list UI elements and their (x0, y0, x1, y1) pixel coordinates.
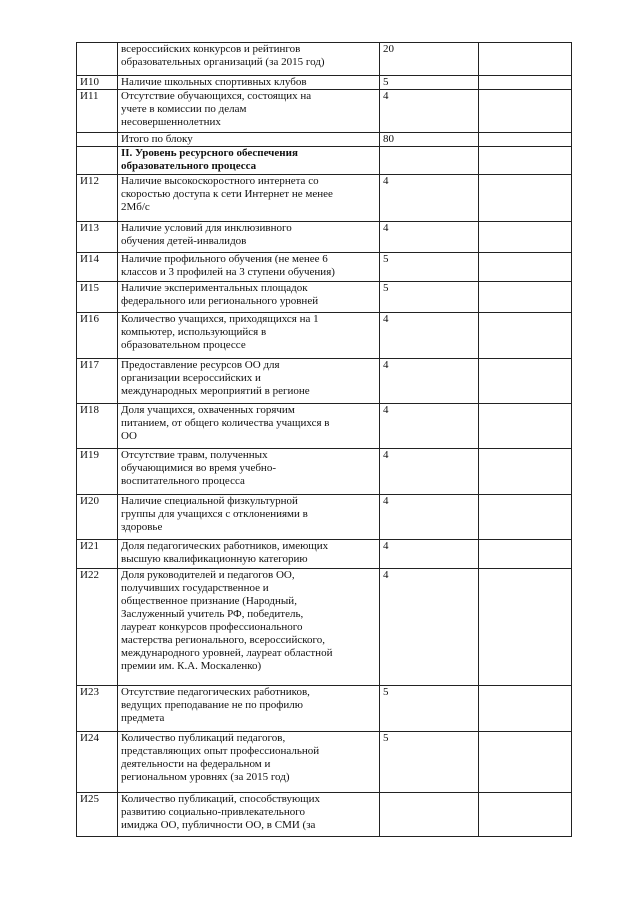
empty-cell (479, 253, 572, 282)
indicator-code-cell: И21 (77, 540, 118, 569)
table-row (77, 175, 572, 222)
max-score-cell: 4 (380, 222, 479, 253)
max-score-cell (380, 147, 479, 175)
empty-cell (479, 313, 572, 359)
empty-cell (479, 43, 572, 76)
empty-cell (479, 282, 572, 313)
indicator-code-cell: И24 (77, 732, 118, 793)
indicator-name-text: Отсутствие травм, полученных обучающимися во время учебно- воспитательного процесса (121, 449, 276, 487)
indicator-code-cell: И23 (77, 686, 118, 732)
indicator-name-cell (118, 359, 380, 404)
indicator-name-text: II. Уровень ресурсного обеспечения образовательного процесса (121, 147, 298, 172)
indicator-name-text: Количество публикаций, способствующих развитию социально-привлекательного имиджа ОО, публичности ОО, в СМИ (за (121, 793, 321, 831)
indicator-name-text: Наличие условий для инклюзивного обучения детей-инвалидов (121, 222, 292, 247)
indicator-name-text: Доля педагогических работников, имеющих высшую квалификационную категорию (121, 540, 329, 565)
indicator-code-cell: И10 (77, 76, 118, 90)
empty-cell (479, 732, 572, 793)
indicator-code-cell: И13 (77, 222, 118, 253)
empty-cell (479, 569, 572, 686)
table-row (77, 222, 572, 253)
max-score-cell: 4 (380, 359, 479, 404)
max-score-cell: 4 (380, 540, 479, 569)
indicator-name-cell (118, 313, 380, 359)
indicator-name-cell (118, 793, 380, 837)
table-row (77, 90, 572, 133)
indicator-name-cell (118, 569, 380, 686)
indicator-name-cell (118, 222, 380, 253)
table-row (77, 495, 572, 540)
table-row (77, 282, 572, 313)
empty-cell (479, 793, 572, 837)
max-score-cell: 4 (380, 569, 479, 686)
empty-cell (479, 540, 572, 569)
empty-cell (479, 133, 572, 147)
max-score-cell: 5 (380, 686, 479, 732)
indicator-name-cell (118, 404, 380, 449)
max-score-cell: 4 (380, 175, 479, 222)
empty-cell (479, 147, 572, 175)
empty-cell (479, 76, 572, 90)
table-row (77, 449, 572, 495)
table-row (77, 569, 572, 686)
table-row (77, 76, 572, 90)
max-score-cell: 20 (380, 43, 479, 76)
indicator-code-cell: И18 (77, 404, 118, 449)
empty-cell (479, 175, 572, 222)
indicator-name-cell (118, 90, 380, 133)
empty-cell (479, 359, 572, 404)
section-header-row (77, 147, 572, 175)
indicator-code-cell: И19 (77, 449, 118, 495)
indicator-code-cell: И25 (77, 793, 118, 837)
indicator-name-text: всероссийских конкурсов и рейтингов образовательных организаций (за 2015 год) (121, 43, 325, 68)
indicator-name-text: Количество учащихся, приходящихся на 1 компьютер, использующийся в образовательном процессе (121, 313, 319, 351)
table-row (77, 253, 572, 282)
max-score-cell: 80 (380, 133, 479, 147)
indicator-code-cell: И17 (77, 359, 118, 404)
indicator-code-cell: И20 (77, 495, 118, 540)
indicator-code-cell: И16 (77, 313, 118, 359)
indicator-name-text: Наличие школьных спортивных клубов (121, 76, 307, 88)
indicator-name-text: Отсутствие педагогических работников, ведущих преподавание не по профилю предмета (121, 686, 310, 724)
indicator-name-text: Доля руководителей и педагогов ОО, получивших государственное и общественное признание (Народный, Заслуженный учитель РФ, победитель, лауреат конкурсов профессионального мастерства регионального, всероссийского, международного уровней, лауреат областной премии им. К.А. Москаленко) (121, 569, 333, 672)
max-score-cell: 4 (380, 449, 479, 495)
indicator-name-text: Отсутствие обучающихся, состоящих на учете в комиссии по делам несовершеннолетних (121, 90, 312, 128)
indicator-name-text: Наличие экспериментальных площадок федерального или регионального уровней (121, 282, 319, 307)
criteria-table (76, 42, 572, 837)
indicator-name-cell (118, 147, 380, 175)
indicator-name-text: Наличие высокоскоростного интернета со скоростью доступа к сети Интернет не менее 2Мб/с (121, 175, 333, 213)
indicator-code-cell (77, 43, 118, 76)
indicator-name-cell (118, 43, 380, 76)
indicator-name-cell (118, 76, 380, 90)
max-score-cell (380, 793, 479, 837)
indicator-code-cell: И15 (77, 282, 118, 313)
table-row (77, 793, 572, 837)
indicator-name-cell (118, 282, 380, 313)
max-score-cell: 4 (380, 404, 479, 449)
table-row (77, 359, 572, 404)
table-row (77, 540, 572, 569)
table-row (77, 43, 572, 76)
indicator-name-cell (118, 449, 380, 495)
max-score-cell: 5 (380, 76, 479, 90)
table-row (77, 404, 572, 449)
criteria-table-body (77, 43, 572, 837)
indicator-name-text: Наличие специальной физкультурной группы для учащихся с отклонениями в здоровье (121, 495, 308, 533)
indicator-name-text: Доля учащихся, охваченных горячим питанием, от общего количества учащихся в ОО (121, 404, 330, 442)
indicator-name-cell (118, 732, 380, 793)
empty-cell (479, 495, 572, 540)
indicator-name-cell (118, 495, 380, 540)
indicator-name-cell (118, 253, 380, 282)
indicator-code-cell: И12 (77, 175, 118, 222)
indicator-name-cell (118, 133, 380, 147)
indicator-name-text: Количество публикаций педагогов, представляющих опыт профессиональной деятельности на федеральном и региональном уровнях (за 2015 год) (121, 732, 320, 783)
indicator-code-cell (77, 133, 118, 147)
indicator-code-cell: И14 (77, 253, 118, 282)
table-row (77, 686, 572, 732)
empty-cell (479, 90, 572, 133)
max-score-cell: 5 (380, 282, 479, 313)
empty-cell (479, 222, 572, 253)
indicator-code-cell: И11 (77, 90, 118, 133)
max-score-cell: 4 (380, 90, 479, 133)
indicator-name-text: Предоставление ресурсов ОО для организации всероссийских и международных мероприятий в регионе (121, 359, 310, 397)
max-score-cell: 4 (380, 495, 479, 540)
max-score-cell: 5 (380, 732, 479, 793)
max-score-cell: 4 (380, 313, 479, 359)
indicator-name-cell (118, 686, 380, 732)
table-row (77, 732, 572, 793)
table-row (77, 133, 572, 147)
empty-cell (479, 404, 572, 449)
indicator-code-cell (77, 147, 118, 175)
indicator-name-text: Наличие профильного обучения (не менее 6 классов и 3 профилей на 3 ступени обучения) (121, 253, 335, 278)
empty-cell (479, 686, 572, 732)
indicator-name-cell (118, 175, 380, 222)
indicator-name-cell (118, 540, 380, 569)
indicator-code-cell: И22 (77, 569, 118, 686)
table-row (77, 313, 572, 359)
empty-cell (479, 449, 572, 495)
max-score-cell: 5 (380, 253, 479, 282)
indicator-name-text: Итого по блоку (121, 133, 193, 145)
